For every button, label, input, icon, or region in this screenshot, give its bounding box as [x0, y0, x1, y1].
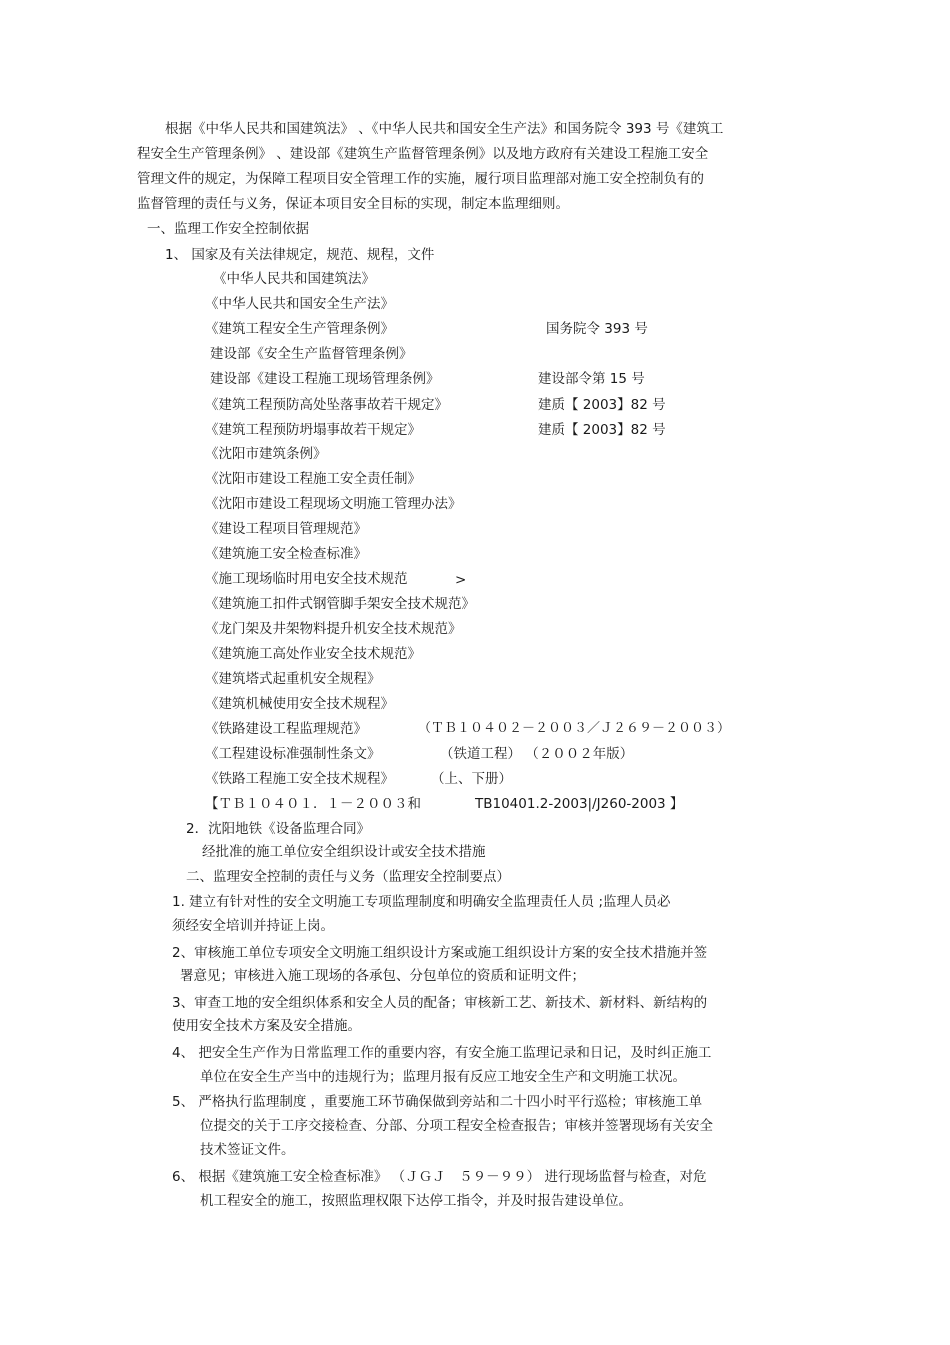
law-name: 《建设工程项目管理规范》: [205, 521, 367, 537]
section2-item2-line1: 2、审核施工单位专项安全文明施工组织设计方案或施工组织设计方案的安全技术措施并签: [172, 945, 708, 961]
section1-item2-sub: 经批准的施工单位安全组织设计或安全技术措施: [202, 844, 486, 860]
law-ref: 建设部令第 15 号: [538, 371, 645, 387]
intro-line-2: 程安全生产管理条例》 、建设部《建筑生产监督管理条例》以及地方政府有关建设工程施工安全: [137, 146, 709, 162]
section1-item2-title: 2．沈阳地铁《设备监理合同》: [186, 821, 371, 837]
law-name: 《建筑工程预防坍塌事故若干规定》: [205, 422, 421, 438]
intro-line-4: 监督管理的责任与义务，保证本项目安全目标的实现，制定本监理细则。: [137, 196, 569, 212]
law-name: 《龙门架及井架物料提升机安全技术规范》: [205, 621, 462, 637]
section2-item5-line2: 位提交的关于工序交接检查、分部、分项工程安全检查报告；审核并签署现场有关安全: [200, 1118, 713, 1134]
section1-title: 一、监理工作安全控制依据: [147, 221, 309, 237]
law-ref: （铁道工程） （２００２年版）: [440, 746, 634, 762]
law-name: 《建筑施工高处作业安全技术规范》: [205, 646, 421, 662]
section2-item3-line2: 使用安全技术方案及安全措施。: [172, 1018, 361, 1034]
law-ref: 国务院令 393 号: [546, 321, 648, 337]
law-name: 《建筑工程安全生产管理条例》: [205, 321, 394, 337]
section2-item3-line1: 3、审查工地的安全组织体系和安全人员的配备；审核新工艺、新技术、新材料、新结构的: [172, 995, 708, 1011]
law-name: 《铁路建设工程监理规范》: [205, 721, 367, 737]
law-name: 《中华人民共和国安全生产法》: [205, 296, 394, 312]
section2-item4-line2: 单位在安全生产当中的违规行为；监理月报有反应工地安全生产和文明施工状况。: [200, 1069, 686, 1085]
law-name: 《建筑塔式起重机安全规程》: [205, 671, 381, 687]
law-ref: 建质【 2003】82 号: [538, 422, 666, 438]
section2-item1-line2: 须经安全培训并持证上岗。: [172, 918, 334, 934]
law-name: 《建筑工程预防高处坠落事故若干规定》: [205, 397, 448, 413]
section1-item1-title: 1、 国家及有关法律规定，规范、规程，文件: [165, 247, 435, 263]
law-name: 《建筑施工扣件式钢管脚手架安全技术规范》: [205, 596, 475, 612]
law-name: 《沈阳市建设工程现场文明施工管理办法》: [205, 496, 462, 512]
intro-line-3: 管理文件的规定，为保障工程项目安全管理工作的实施，履行项目监理部对施工安全控制负有的: [137, 171, 704, 187]
law-ref: （上、下册）: [431, 771, 512, 787]
law-name: 《工程建设标准强制性条文》: [205, 746, 381, 762]
law-name: 《建筑机械使用安全技术规程》: [205, 696, 394, 712]
law-ref: >: [455, 572, 467, 588]
section2-item5-line1: 5、 严格执行监理制度 ，重要施工环节确保做到旁站和二十四小时平行巡检；审核施工单: [172, 1094, 703, 1110]
section2-item6-line1: 6、 根据《建筑施工安全检查标准》 （ＪＧＪ ５９－９９） 进行现场监督与检查，对危: [172, 1169, 707, 1185]
section2-item1-line1: 1. 建立有针对性的安全文明施工专项监理制度和明确安全监理责任人员 ;监理人员必: [172, 894, 671, 910]
section2-item6-line2: 机工程安全的施工，按照监理权限下达停工指令，并及时报告建设单位。: [200, 1193, 632, 1209]
tb-standard-b: TB10401.2-2003|/J260-2003 】: [475, 796, 684, 812]
law-name: 建设部《建设工程施工现场管理条例》: [210, 371, 440, 387]
law-ref: 建质【 2003】82 号: [538, 397, 666, 413]
law-name: 《施工现场临时用电安全技术规范: [205, 571, 408, 587]
law-name: 《建筑施工安全检查标准》: [205, 546, 367, 562]
law-name: 《沈阳市建设工程施工安全责任制》: [205, 471, 421, 487]
law-name: 建设部《安全生产监督管理条例》: [210, 346, 413, 362]
tb-standard-a: 【ＴＢ１０４０１．１－２００３和: [205, 796, 421, 812]
section2-title: 二、监理安全控制的责任与义务（监理安全控制要点）: [186, 869, 510, 885]
law-ref: （ＴＢ１０４０２－２００３／Ｊ２６９－２００３）: [418, 721, 731, 736]
section2-item4-line1: 4、 把安全生产作为日常监理工作的重要内容，有安全施工监理记录和日记，及时纠正施工: [172, 1045, 712, 1061]
law-name: 《沈阳市建筑条例》: [205, 446, 327, 462]
law-name: 《中华人民共和国建筑法》: [213, 271, 375, 287]
intro-line-1: 根据《中华人民共和国建筑法》 、《中华人民共和国安全生产法》和国务院令 393 号《建筑工: [165, 121, 724, 137]
section2-item5-line3: 技术签证文件。: [200, 1142, 295, 1158]
law-name: 《铁路工程施工安全技术规程》: [205, 771, 394, 787]
section2-item2-line2: 署意见；审核进入施工现场的各承包、分包单位的资质和证明文件；: [180, 968, 585, 984]
